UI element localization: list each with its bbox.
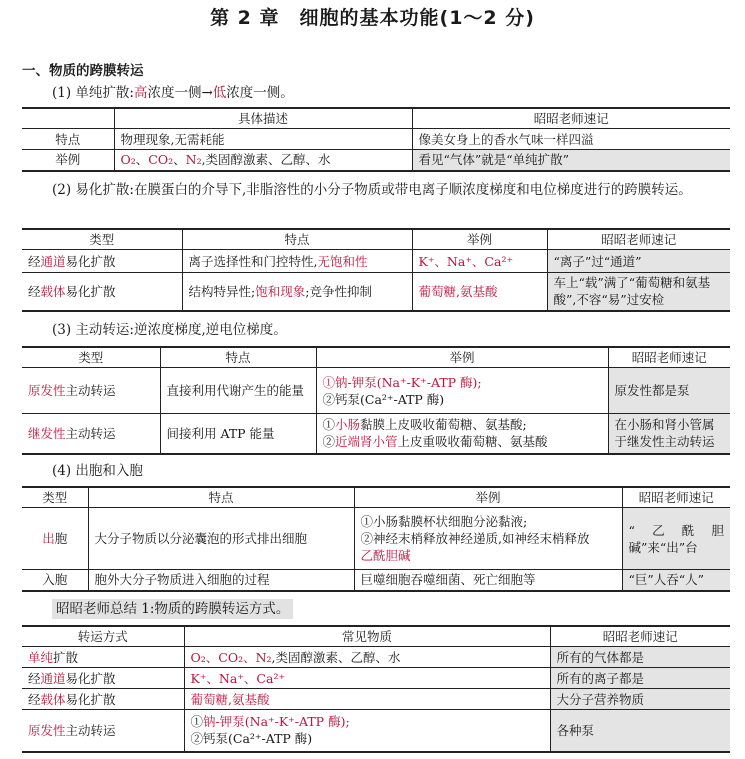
table-row: 原发性主动转运 直接利用代谢产生的能量 ①钠-钾泵(Na⁺-K⁺-ATP 酶); ②钙泵(Ca²⁺-ATP 酶) 原发性都是泵	[22, 368, 730, 414]
table-row: 入胞 胞外大分子物质进入细胞的过程 巨噬细胞吞噬细菌、死亡细胞等 “巨”人吞“人”	[22, 570, 730, 591]
table-row: 经通道易化扩散 离子选择性和门控特性,无饱和性 K⁺、Na⁺、Ca²⁺ “离子”过“通道”	[22, 250, 730, 273]
table-row: 出胞 大分子物质以分泌囊泡的形式排出细胞 ①小肠黏膜杯状细胞分泌黏液; ②神经末梢释放神经递质,如神经末梢释放 乙酰胆碱 “乙酰胆碱”来“出”台	[22, 508, 730, 570]
table-row: 经载体易化扩散 结构特异性;饱和现象;竞争性抑制 葡萄糖,氨基酸 车上“载”满了“葡萄糖和氨基酸”,不容“易”过安检	[22, 273, 730, 311]
header-blank	[22, 108, 114, 129]
table-row: 经通道易化扩散 K⁺、Na⁺、Ca²⁺ 所有的离子都是	[22, 668, 730, 689]
table-row: 经载体易化扩散 葡萄糖,氨基酸 大分子营养物质	[22, 689, 730, 710]
facilitated-diffusion-table: 类型 特点 举例 昭昭老师速记 经通道易化扩散 离子选择性和门控特性,无饱和性 K⁺、Na⁺、Ca²⁺ “离子”过“通道” 经载体易化扩散 结构特异性;饱和现象;竞争性抑制 葡萄糖,氨基酸 车上“载”满了“葡萄糖和氨基酸”,不容“易”过安检	[22, 228, 730, 312]
table-row: 继发性主动转运 间接利用 ATP 能量 ①小肠黏膜上皮吸收葡萄糖、氨基酸; ②近端肾小管上皮重吸收葡萄糖、氨基酸 在小肠和肾小管属于继发性主动转运	[22, 414, 730, 454]
table-row: 举例 O₂、CO₂、N₂,类固醇激素、乙醇、水 看见“气体”就是“单纯扩散”	[22, 150, 730, 171]
table-row: 单纯扩散 O₂、CO₂、N₂,类固醇激素、乙醇、水 所有的气体都是	[22, 647, 730, 668]
exocytosis-table: 类型 特点 举例 昭昭老师速记 出胞 大分子物质以分泌囊泡的形式排出细胞 ①小肠黏膜杯状细胞分泌黏液; ②神经末梢释放神经递质,如神经末梢释放 乙酰胆碱 “乙酰胆碱”来“出”台 入胞 胞外大分子物质进入细胞的过程 巨噬细胞吞噬细菌、死亡细胞等 “巨”人吞“人”	[22, 486, 730, 592]
chapter-title: 第 2 章 细胞的基本功能(1～2 分)	[210, 7, 535, 29]
simple-diffusion-intro: (1) 单纯扩散:高浓度一侧→低浓度一侧。	[52, 85, 294, 101]
header-description: 具体描述	[114, 108, 412, 129]
facilitated-diffusion-intro: (2) 易化扩散:在膜蛋白的介导下,非脂溶性的小分子物质或带电离子顺浓度梯度和电位梯度进行的跨膜转运。	[52, 182, 692, 198]
table-row: 原发性主动转运 ①钠-钾泵(Na⁺-K⁺-ATP 酶); ②钙泵(Ca²⁺-ATP 酶) 各种泵	[22, 710, 730, 752]
summary-table: 转运方式 常见物质 昭昭老师速记 单纯扩散 O₂、CO₂、N₂,类固醇激素、乙醇、水 所有的气体都是 经通道易化扩散 K⁺、Na⁺、Ca²⁺ 所有的离子都是 经载体易化扩散 葡萄糖,氨基酸 大分子营养物质 原发性主动转运 ①钠-钾泵(Na⁺-K⁺-ATP 酶); ②钙泵(Ca²⁺-ATP 酶) 各种泵	[22, 625, 730, 753]
section-heading: 一、物质的跨膜转运	[22, 63, 144, 79]
simple-diffusion-table	[22, 107, 730, 172]
active-transport-intro: (3) 主动转运:逆浓度梯度,逆电位梯度。	[52, 322, 287, 338]
summary-title: 昭昭老师总结 1:物质的跨膜转运方式。	[52, 599, 293, 619]
exocytosis-intro: (4) 出胞和入胞	[52, 463, 143, 479]
table-row: 特点 物理现象,无需耗能 像美女身上的香水气味一样四溢	[22, 129, 730, 150]
active-transport-table: 类型 特点 举例 昭昭老师速记 原发性主动转运 直接利用代谢产生的能量 ①钠-钾泵(Na⁺-K⁺-ATP 酶); ②钙泵(Ca²⁺-ATP 酶) 原发性都是泵 继发性主动转运 间接利用 ATP 能量 ①小肠黏膜上皮吸收葡萄糖、氨基酸; ②近端肾小管上皮重吸收葡萄糖、氨基酸 在小肠和肾小管属于继发性主动转运	[22, 346, 730, 455]
header-memo: 昭昭老师速记	[412, 108, 730, 129]
